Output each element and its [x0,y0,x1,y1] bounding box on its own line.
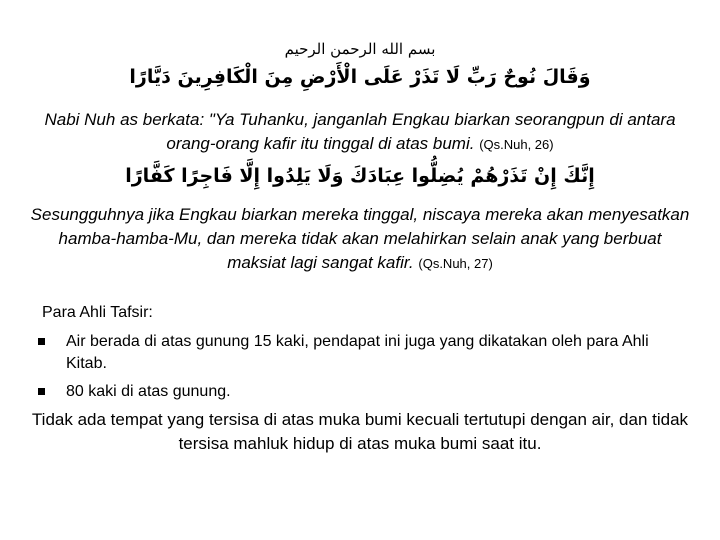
tafsir-item-text: 80 kaki di atas gunung. [66,383,231,400]
verse-27-reference: (Qs.Nuh, 27) [418,256,493,271]
verse-26-translation-block [30,108,690,157]
list-item [36,381,686,403]
tafsir-item-text: Air berada di atas gunung 15 kaki, pendapat ini juga yang dikatakan oleh para Ahli Kitab. [66,333,649,372]
verse-27-translation: Sesungguhnya jika Engkau biarkan mereka tinggal, niscaya mereka akan menyesatkan hamba-hamba-Mu, dan mereka tidak akan melahirkan selain anak yang berbuat maksiat lagi sangat kafir. [30,205,690,272]
verse-26-translation: Nabi Nuh as berkata: "Ya Tuhanku, janganlah Engkau biarkan seorangpun di antara orang-orang kafir itu tinggal di atas bumi. [44,110,676,153]
tafsir-label: Para Ahli Tafsir: [42,304,153,321]
closing-paragraph: Tidak ada tempat yang tersisa di atas muka bumi kecuali tertutupi dengan air, dan tidak tersisa mahluk hidup di atas muka bumi saat itu. [31,410,689,453]
square-bullet-icon [38,388,45,395]
verse-27-arabic: إِنَّكَ إِنْ تَذَرْهُمْ يُضِلُّوا عِبَادَكَ وَلَا يَلِدُوا إِلَّا فَاجِرًا كَفَّارًا [125,165,595,187]
verse-26-reference: (Qs.Nuh, 26) [479,137,554,152]
verse-26-arabic: وَقَالَ نُوحٌ رَبِّ لَا تَذَرْ عَلَى الْأَرْضِ مِنَ الْكَافِرِينَ دَيَّارًا [129,66,591,88]
list-item [36,331,686,375]
verse-27-translation-block [30,203,690,276]
bismillah: بسم الله الرحمن الرحيم [284,40,436,58]
square-bullet-icon [38,338,45,345]
tafsir-list [36,331,686,409]
